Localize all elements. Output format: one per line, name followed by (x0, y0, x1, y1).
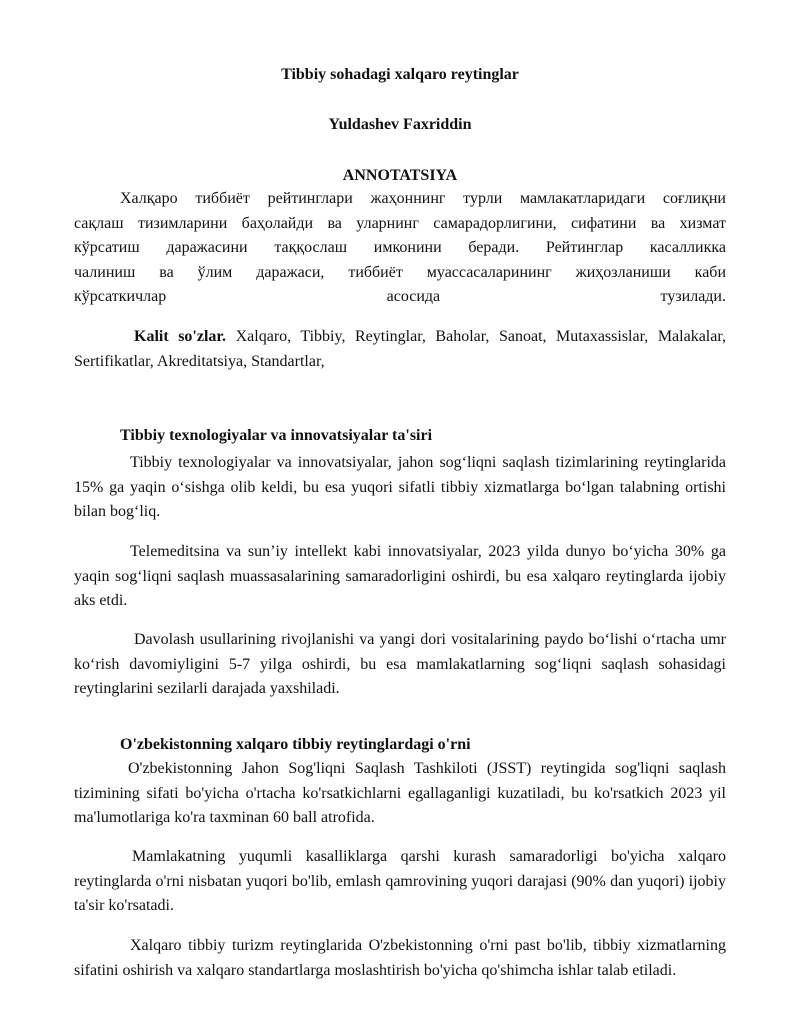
annotation-line: кўрсатиш даражасини таққослаш имконини беради. Рейтинглар касалликка (74, 239, 726, 256)
body-paragraph: O'zbekistonning Jahon Sog'liqni Saqlash Tashkiloti (JSST) reytingida sog'liqni saqlash tizimining sifati bo'yicha o'rtacha ko'rsatkichlarni egallaganligi kuzatiladi, bu ko'rsatkich 2023 yil ma'lumotlariga ko'ra taxminan 60 ball atrofida. (74, 760, 726, 826)
annotation-paragraph (74, 187, 726, 310)
section-heading: O'zbekistonning xalqaro tibbiy reytinglardagi o'rni (120, 736, 471, 753)
annotation-heading: ANNOTATSIYA (342, 167, 458, 184)
annotation-line: кўрсаткичлар асосида тузилади. (74, 288, 726, 305)
body-paragraph: Telemeditsina va sun’iy intellekt kabi innovatsiyalar, 2023 yilda dunyo bo‘yicha 30% ga yaqin sog‘liqni saqlash muassasalarining samaradorligini oshirdi, bu esa xalqaro reytinglarda ijobiy aks etdi. (74, 543, 726, 609)
section-heading: Tibbiy texnologiyalar va innovatsiyalar ta'siri (120, 427, 433, 444)
keywords-text: Xalqaro, Tibbiy, Reytinglar, Baholar, Sanoat, Mutaxassislar, Malakalar, Sertifikatlar, Akreditatsiya, Standartlar, (74, 328, 727, 370)
author-name: Yuldashev Faxriddin (328, 116, 472, 133)
keywords-label: Kalit so'zlar. (134, 328, 227, 345)
keywords-paragraph (74, 325, 726, 374)
document-title: Tibbiy sohadagi xalqaro reytinglar (281, 66, 519, 83)
body-paragraph: Tibbiy texnologiyalar va innovatsiyalar, jahon sog‘liqni saqlash tizimlarining reytinglarida 15% ga yaqin o‘sishga olib keldi, bu esa yuqori sifatli tibbiy xizmatlarga bo‘lgan talabning ortishi bilan bog‘liq. (74, 454, 726, 520)
annotation-line: сақлаш тизимларини баҳолайди ва уларнинг самарадорлигини, сифатини ва хизмат (74, 214, 726, 232)
body-paragraph: Mamlakatning yuqumli kasalliklarga qarshi kurash samaradorligi bo'yicha xalqaro reytinglarda o'rni nisbatan yuqori bo'lib, emlash qamrovining yuqori darajasi (90% dan yuqori) ijobiy ta'sir ko'rsatadi. (74, 848, 726, 914)
body-paragraph: Xalqaro tibbiy turizm reytinglarida O'zbekistonning o'rni past bo'lib, tibbiy xizmatlarning sifatini oshirish va xalqaro standartlarga moslashtirish bo'yicha qo'shimcha ishlar talab etiladi. (74, 937, 726, 979)
body-paragraph: Davolash usullarining rivojlanishi va yangi dori vositalarining paydo bo‘lishi o‘rtacha umr ko‘rish davomiyligini 5-7 yilga oshirdi, bu esa mamlakatlarning sog‘liqni saqlash sohasidagi reytinglarini sezilarli darajada yaxshiladi. (74, 631, 726, 697)
annotation-line: Халқаро тиббиёт рейтинглари жаҳоннинг турли мамлакатларидаги соғлиқни (120, 190, 726, 207)
annotation-line: чалиниш ва ўлим даражаси, тиббиёт муассасаларининг жиҳозланиши каби (74, 263, 726, 281)
